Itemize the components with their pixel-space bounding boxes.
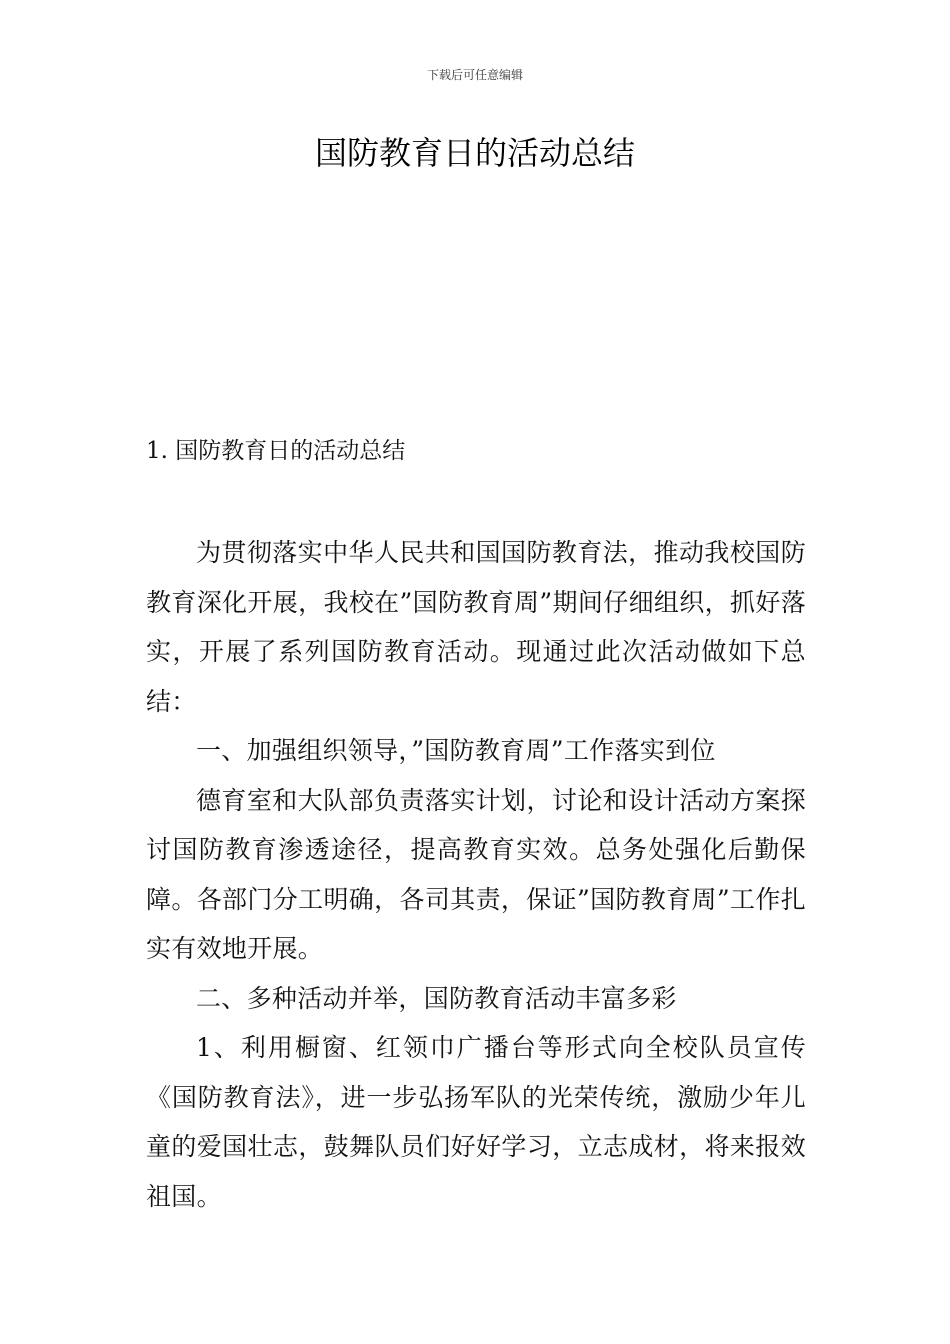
document-body xyxy=(146,528,806,1221)
paragraph-intro: 为贯彻落实中华人民共和国国防教育法，推动我校国防教育深化开展，我校在”国防教育周”期间仔细组织，抓好落实，开展了系列国防教育活动。现通过此次活动做如下总结： xyxy=(146,538,806,716)
paragraph-organization: 德育室和大队部负责落实计划，讨论和设计活动方案探讨国防教育渗透途径，提高教育实效。总务处强化后勤保障。各部门分工明确，各司其责，保证”国防教育周”工作扎实有效地开展。 xyxy=(146,785,806,963)
paragraph-activities: 1、利用橱窗、红领巾广播台等形式向全校队员宣传《国防教育法》，进一步弘扬军队的光荣传统，激励少年儿童的爱国壮志，鼓舞队员们好好学习，立志成材，将来报效祖国。 xyxy=(146,1033,806,1211)
section-heading: 1. 国防教育日的活动总结 xyxy=(146,438,406,464)
document-title: 国防教育日的活动总结 xyxy=(314,134,635,172)
header-note: 下载后可任意编辑 xyxy=(426,68,523,82)
subheading-activities: 二、多种活动并举，国防教育活动丰富多彩 xyxy=(196,983,677,1013)
subheading-organization: 一、加强组织领导，”国防教育周”工作落实到位 xyxy=(196,736,716,765)
